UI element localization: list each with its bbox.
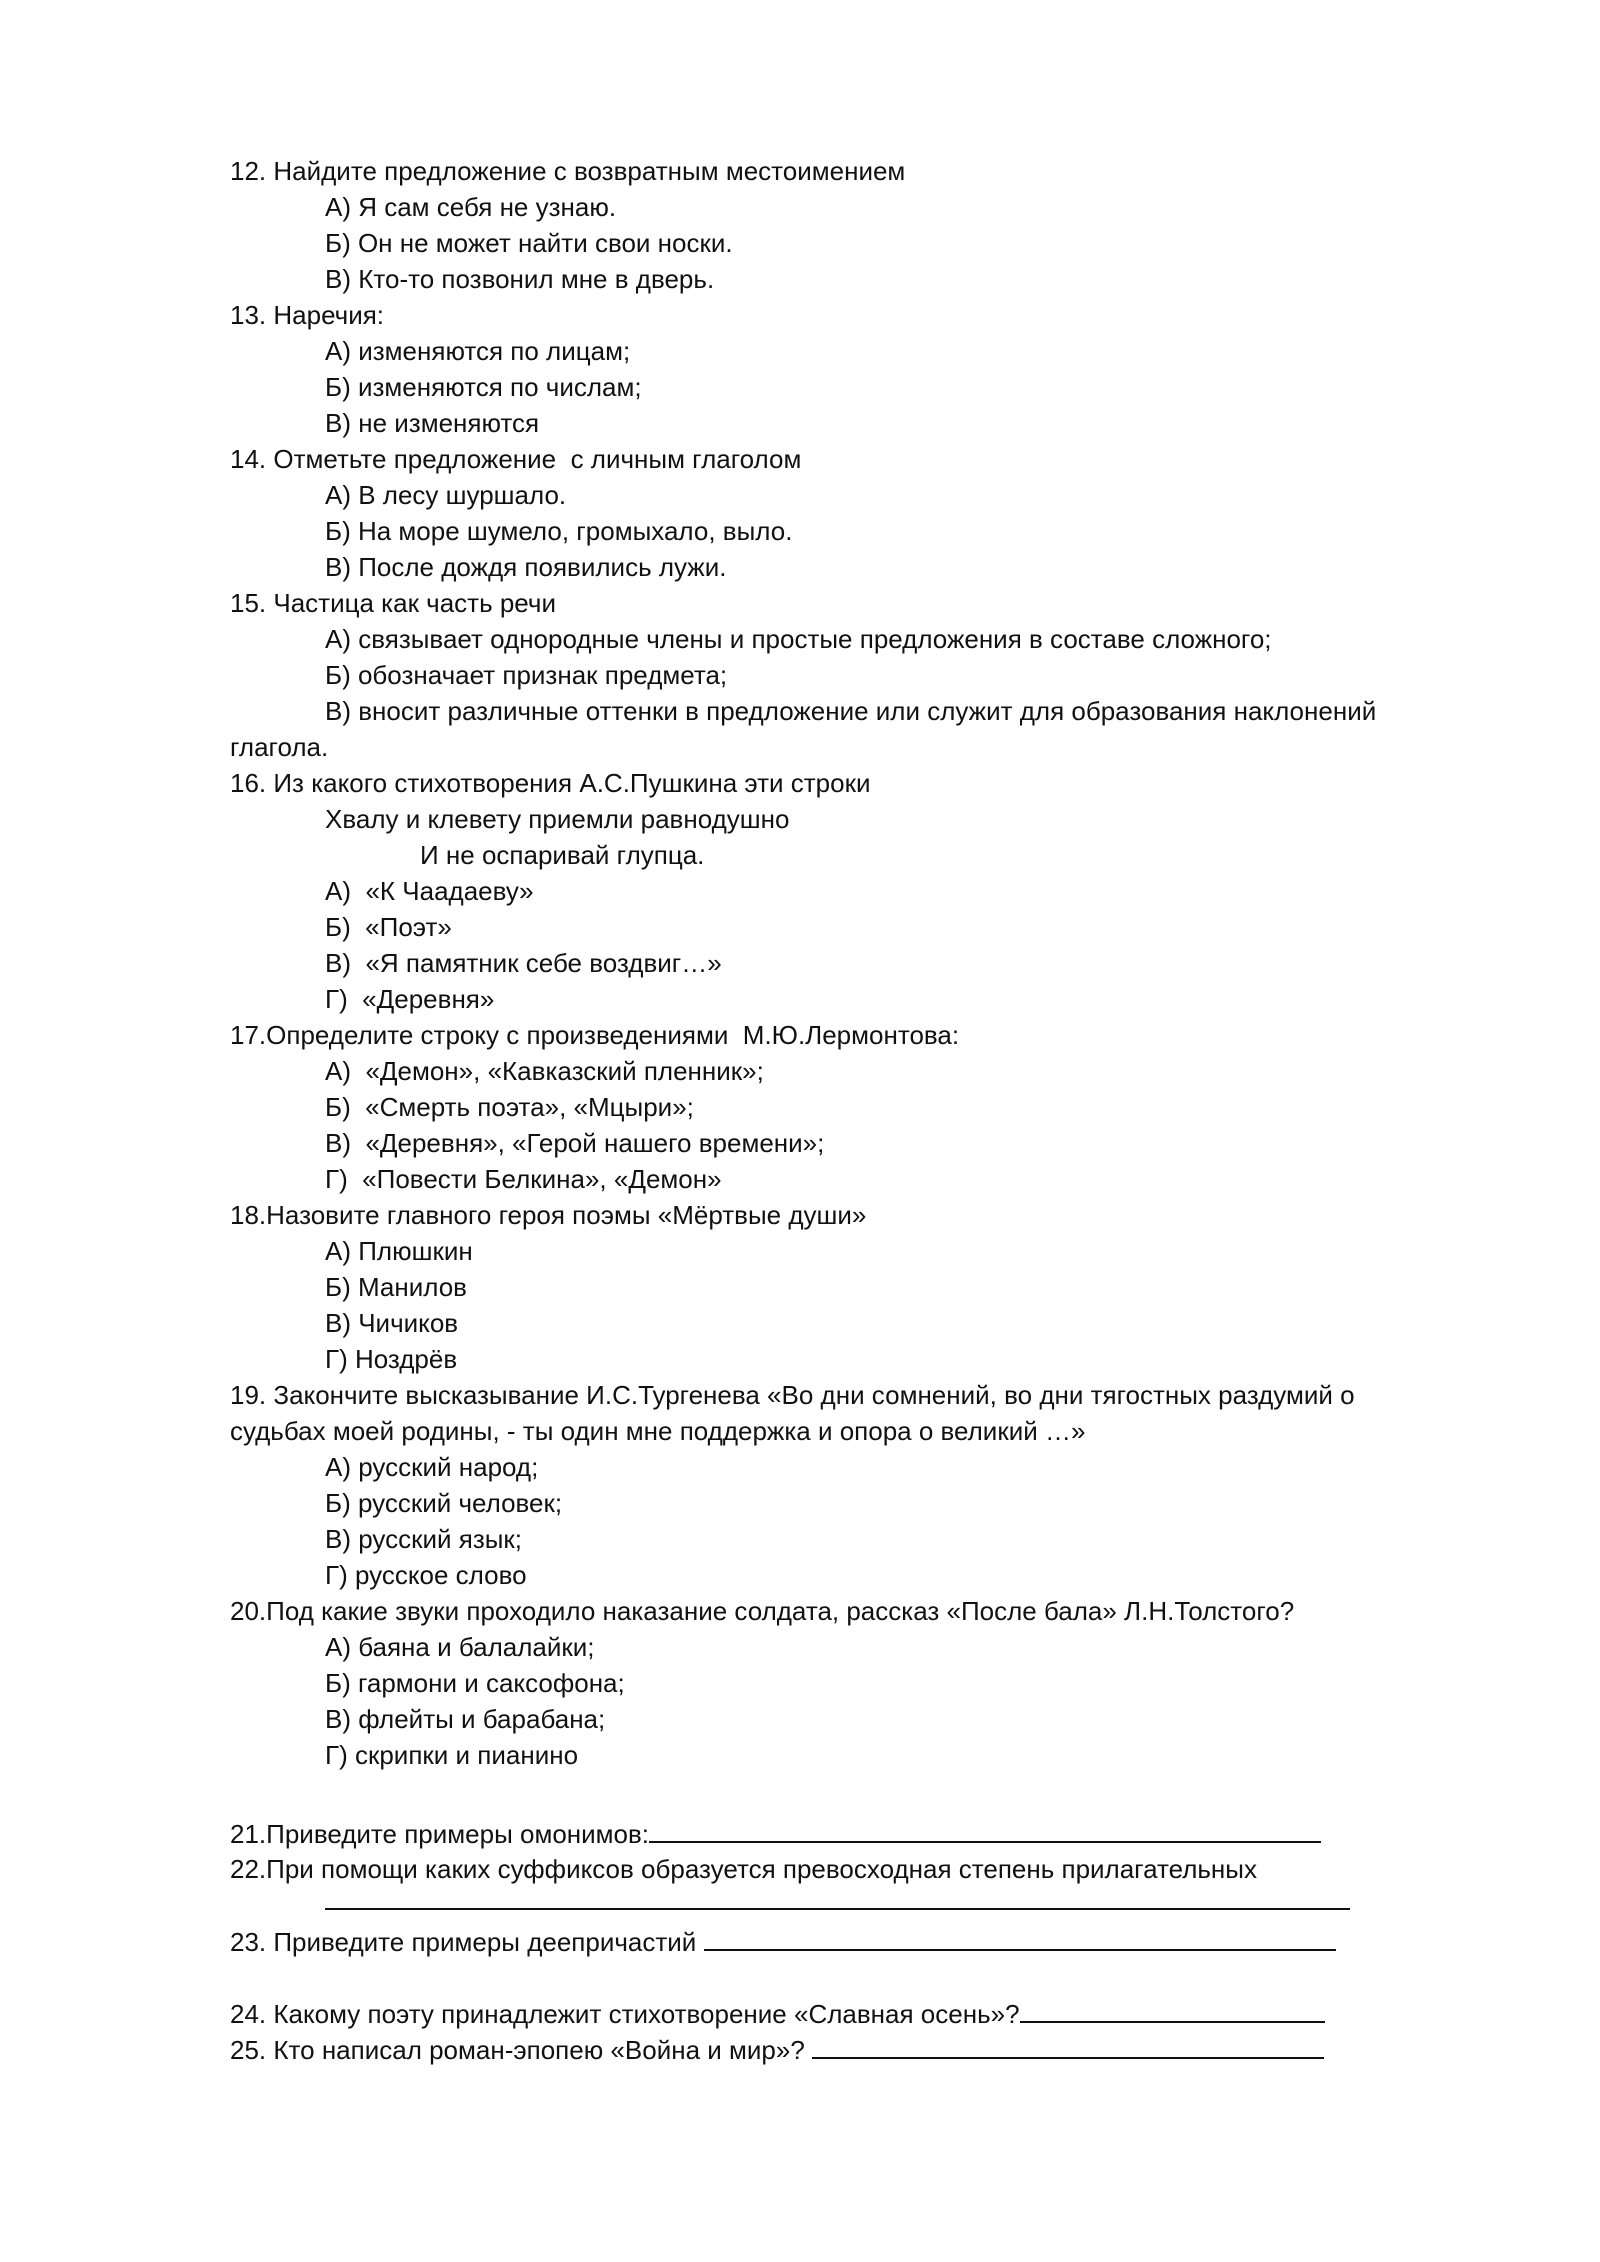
answer-blank-25[interactable] bbox=[812, 2031, 1324, 2059]
option-14-b: Б) На море шумело, громыхало, выло. bbox=[325, 516, 793, 546]
question-13: 13. Наречия: bbox=[230, 300, 385, 330]
option-14-c: В) После дождя появились лужи. bbox=[325, 552, 727, 582]
option-19-b: Б) русский человек; bbox=[325, 1488, 563, 1518]
option-13-a: А) изменяются по лицам; bbox=[325, 336, 631, 366]
option-15-c-continuation: глагола. bbox=[230, 732, 329, 762]
option-16-c: В) «Я памятник себе воздвиг…» bbox=[325, 948, 722, 978]
poem-line-2: И не оспаривай глупца. bbox=[420, 840, 705, 870]
option-14-a: А) В лесу шуршало. bbox=[325, 480, 567, 510]
option-13-c: В) не изменяются bbox=[325, 408, 540, 438]
question-23-text: 23. Приведите примеры деепричастий bbox=[230, 1927, 704, 1957]
option-18-c: В) Чичиков bbox=[325, 1308, 459, 1338]
option-20-a: А) баяна и балалайки; bbox=[325, 1632, 595, 1662]
question-24-text: 24. Какому поэту принадлежит стихотворение «Славная осень»? bbox=[230, 1999, 1020, 2029]
option-20-b: Б) гармони и саксофона; bbox=[325, 1668, 625, 1698]
option-17-d: Г) «Повести Белкина», «Демон» bbox=[325, 1164, 722, 1194]
question-25-text: 25. Кто написал роман-эпопею «Война и мир»? bbox=[230, 2035, 813, 2065]
answer-blank-21[interactable] bbox=[649, 1815, 1321, 1843]
option-16-a: А) «К Чаадаеву» bbox=[325, 876, 534, 906]
option-16-d: Г) «Деревня» bbox=[325, 984, 495, 1014]
option-12-a: А) Я сам себя не узнаю. bbox=[325, 192, 617, 222]
question-17: 17.Определите строку с произведениями М.Ю.Лермонтова: bbox=[230, 1020, 960, 1050]
question-22: 22.При помощи каких суффиксов образуется превосходная степень прилагательных bbox=[230, 1854, 1257, 1884]
question-14: 14. Отметьте предложение с личным глаголом bbox=[230, 444, 802, 474]
option-19-a: А) русский народ; bbox=[325, 1452, 539, 1482]
question-12: 12. Найдите предложение с возвратным местоимением bbox=[230, 156, 906, 186]
option-17-a: А) «Демон», «Кавказский пленник»; bbox=[325, 1056, 764, 1086]
option-17-b: Б) «Смерть поэта», «Мцыри»; bbox=[325, 1092, 694, 1122]
option-12-c: В) Кто-то позвонил мне в дверь. bbox=[325, 264, 715, 294]
question-18: 18.Назовите главного героя поэмы «Мёртвые души» bbox=[230, 1200, 867, 1230]
option-18-b: Б) Манилов bbox=[325, 1272, 467, 1302]
option-20-d: Г) скрипки и пианино bbox=[325, 1740, 579, 1770]
option-12-b: Б) Он не может найти свои носки. bbox=[325, 228, 733, 258]
option-13-b: Б) изменяются по числам; bbox=[325, 372, 642, 402]
option-19-c: В) русский язык; bbox=[325, 1524, 523, 1554]
option-16-b: Б) «Поэт» bbox=[325, 912, 452, 942]
option-15-b: Б) обозначает признак предмета; bbox=[325, 660, 728, 690]
answer-blank-22[interactable] bbox=[325, 1908, 1350, 1910]
question-16: 16. Из какого стихотворения А.С.Пушкина эти строки bbox=[230, 768, 871, 798]
question-19-line-1: 19. Закончите высказывание И.С.Тургенева «Во дни сомнений, во дни тягостных раздумий о bbox=[230, 1380, 1355, 1410]
answer-blank-24[interactable] bbox=[1020, 1995, 1325, 2023]
question-21 bbox=[230, 1815, 1321, 1851]
poem-line-1: Хвалу и клевету приемли равнодушно bbox=[325, 804, 790, 834]
option-15-c: В) вносит различные оттенки в предложение или служит для образования наклонений bbox=[325, 696, 1377, 726]
question-23 bbox=[230, 1923, 1336, 1959]
answer-blank-23[interactable] bbox=[704, 1923, 1336, 1951]
option-15-a: А) связывает однородные члены и простые предложения в составе сложного; bbox=[325, 624, 1272, 654]
option-17-c: В) «Деревня», «Герой нашего времени»; bbox=[325, 1128, 825, 1158]
option-18-d: Г) Ноздрёв bbox=[325, 1344, 458, 1374]
question-24 bbox=[230, 1995, 1325, 2031]
question-19-line-2: судьбах моей родины, - ты один мне поддержка и опора о великий …» bbox=[230, 1416, 1086, 1446]
option-20-c: В) флейты и барабана; bbox=[325, 1704, 606, 1734]
option-19-d: Г) русское слово bbox=[325, 1560, 527, 1590]
question-25 bbox=[230, 2031, 1324, 2067]
question-21-text: 21.Приведите примеры омонимов: bbox=[230, 1819, 650, 1849]
question-15: 15. Частица как часть речи bbox=[230, 588, 556, 618]
question-20: 20.Под какие звуки проходило наказание солдата, рассказ «После бала» Л.Н.Толстого? bbox=[230, 1596, 1295, 1626]
option-18-a: А) Плюшкин bbox=[325, 1236, 473, 1266]
